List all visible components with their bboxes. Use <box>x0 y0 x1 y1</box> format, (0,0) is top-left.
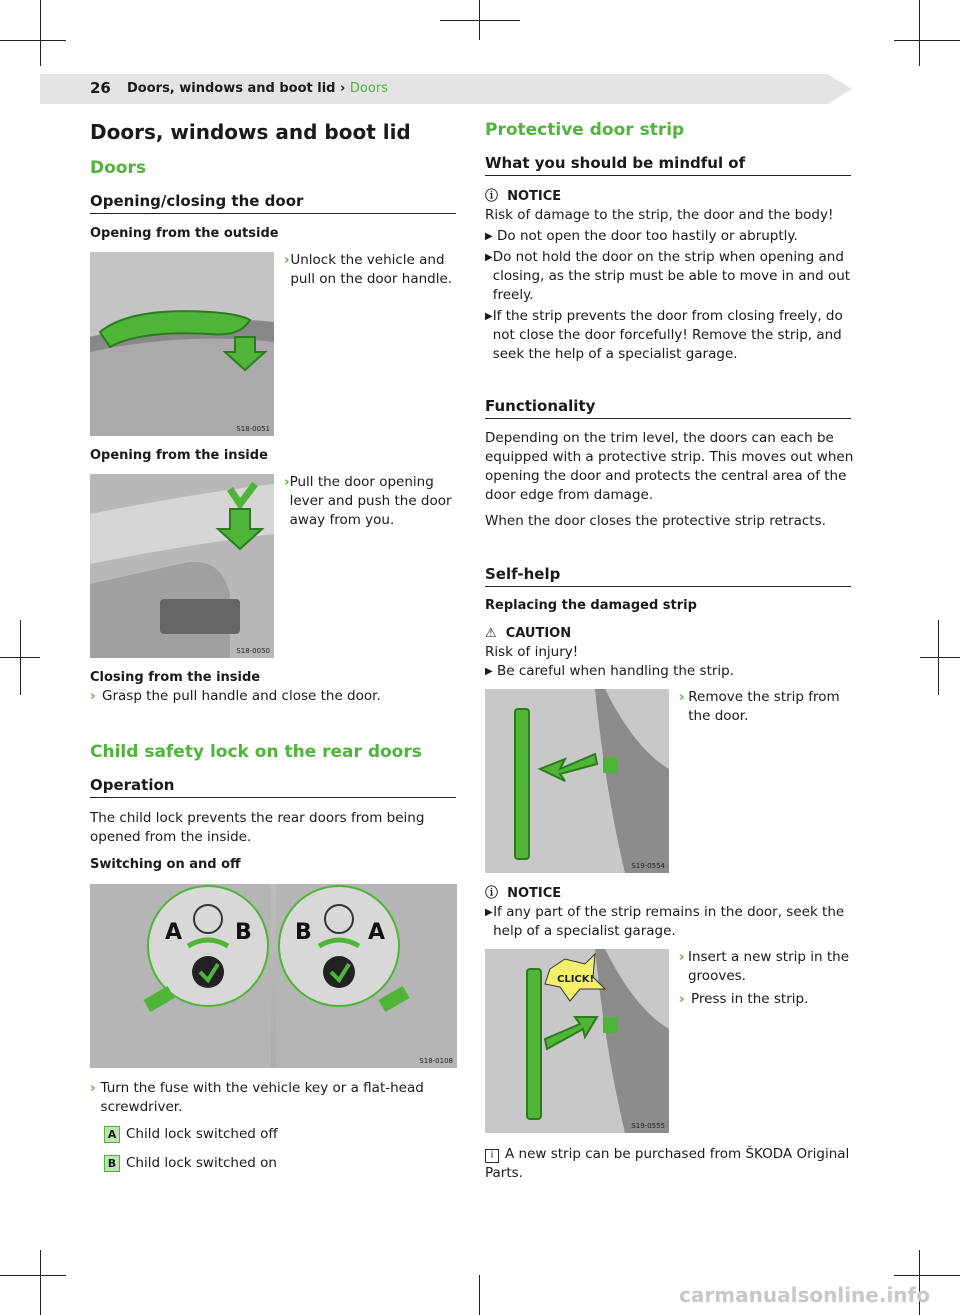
selfhelp-heading: Self-help <box>485 565 851 587</box>
outside-step: › Unlock the vehicle and pull on the door handle. <box>284 251 460 289</box>
functionality-heading: Functionality <box>485 397 851 419</box>
image-code: S18-0051 <box>236 425 270 433</box>
info-note <box>485 1145 855 1183</box>
legend-a-box: A <box>104 1126 120 1143</box>
inside-step: › Pull the door opening lever and push the door away from you. <box>284 473 460 530</box>
info-text: A new strip can be purchased from ŠKODA Original Parts. <box>485 1146 850 1181</box>
notice-block-2: ⓘ NOTICE ▶ If any part of the strip remains in the door, seek the help of a specialist garage. <box>485 884 855 941</box>
warning-icon: ⚠ <box>485 626 497 641</box>
child-lock-title: Child safety lock on the rear doors <box>90 742 422 762</box>
notice-icon: ⓘ <box>485 886 499 901</box>
remove-step: › Remove the strip from the door. <box>679 688 855 726</box>
press-step-text: Press in the strip. <box>691 991 809 1007</box>
notice-label: NOTICE <box>507 189 562 204</box>
page-title: Doors, windows and boot lid <box>90 120 411 144</box>
notice-item: If any part of the strip remains in the door, seek the help of a specialist garage. <box>493 904 845 939</box>
notice-label: NOTICE <box>507 886 562 901</box>
legend-b-box: B <box>104 1155 120 1172</box>
mindful-heading: What you should be mindful of <box>485 154 851 176</box>
label-b-right: B <box>295 920 312 945</box>
breadcrumb-path: Doors, windows and boot lid › <box>127 81 346 96</box>
closing-step: › Grasp the pull handle and close the door. <box>90 688 381 704</box>
notice-item: Do not open the door too hastily or abruptly. <box>497 228 798 244</box>
outside-heading: Opening from the outside <box>90 226 279 241</box>
replacing-heading: Replacing the damaged strip <box>485 598 697 613</box>
caution-intro: Risk of injury! <box>485 644 579 660</box>
label-a-right: A <box>368 920 386 945</box>
insert-steps: › Insert a new strip in the grooves. › Press in the strip. <box>679 948 855 1009</box>
child-lock-image <box>90 884 457 1068</box>
remove-step-text: Remove the strip from the door. <box>688 689 840 724</box>
outside-step-text: Unlock the vehicle and pull on the door handle. <box>290 252 453 287</box>
notice-icon: ⓘ <box>485 189 499 204</box>
click-label: CLICK! <box>557 974 595 985</box>
operation-heading: Operation <box>90 776 456 798</box>
legend-a-text: Child lock switched off <box>126 1126 278 1142</box>
child-lock-step: › Turn the fuse with the vehicle key or a flat-head screwdriver. <box>90 1079 460 1117</box>
outside-handle-image <box>90 252 274 436</box>
inside-lever-image <box>90 474 274 658</box>
inside-step-text: Pull the door opening lever and push the door away from you. <box>289 474 452 528</box>
caution-block: ⚠ CAUTION Risk of injury! ▶ Be careful when handling the strip. <box>485 624 855 681</box>
caution-label: CAUTION <box>505 626 572 641</box>
legend-a <box>104 1125 278 1144</box>
label-b-left: B <box>235 920 252 945</box>
breadcrumb-current: Doors <box>349 81 388 96</box>
caution-item: Be careful when handling the strip. <box>497 663 735 679</box>
inside-heading: Opening from the inside <box>90 448 268 463</box>
child-lock-step-text: Turn the fuse with the vehicle key or a flat-head screwdriver. <box>100 1080 424 1115</box>
notice-intro: Risk of damage to the strip, the door and the body! <box>485 207 834 223</box>
image-code: S18-0108 <box>419 1057 453 1065</box>
notice-block-1: ⓘ NOTICE Risk of damage to the strip, the door and the body! ▶ Do not open the door too hastily or abruptly. ▶ Do not hold the door on the strip when opening and closing, as the strip must be able to move in and out freely. ▶ If the strip prevents the door from closing freely, do not close the door forcefully! Remove the strip, and seek the help of a specialist garage. <box>485 187 855 364</box>
insert-strip-image <box>485 949 669 1133</box>
image-code: S18-0050 <box>236 647 270 655</box>
closing-heading: Closing from the inside <box>90 670 261 685</box>
open-close-heading: Opening/closing the door <box>90 192 456 214</box>
strip-title: Protective door strip <box>485 120 685 140</box>
label-a-left: A <box>165 920 183 945</box>
insert-step-text: Insert a new strip in the grooves. <box>687 949 849 984</box>
section-doors: Doors <box>90 158 146 178</box>
watermark: carmanualsonline.info <box>679 1283 930 1307</box>
child-lock-intro: The child lock prevents the rear doors from being opened from the inside. <box>90 810 425 845</box>
notice-item: Do not hold the door on the strip when opening and closing, as the strip must be able to move in and out freely. <box>492 249 851 303</box>
closing-step-text: Grasp the pull handle and close the door. <box>102 688 381 704</box>
info-icon: i <box>485 1149 499 1163</box>
page-number: 26 <box>90 79 111 97</box>
image-code: S19-0554 <box>631 862 665 870</box>
notice-item: If the strip prevents the door from closing freely, do not close the door forcefully! Remove the strip, and seek the help of a specialist garage. <box>492 308 843 362</box>
legend-b <box>104 1154 277 1173</box>
breadcrumb <box>127 81 388 96</box>
switching-heading: Switching on and off <box>90 857 241 872</box>
functionality-p2: When the door closes the protective strip retracts. <box>485 513 826 529</box>
functionality-p1: Depending on the trim level, the doors can each be equipped with a protective strip. This moves out when opening the door and protects the central area of the door edge from damage. <box>485 430 854 503</box>
remove-strip-image <box>485 689 669 873</box>
image-code: S19-0555 <box>631 1122 665 1130</box>
legend-b-text: Child lock switched on <box>126 1155 277 1171</box>
